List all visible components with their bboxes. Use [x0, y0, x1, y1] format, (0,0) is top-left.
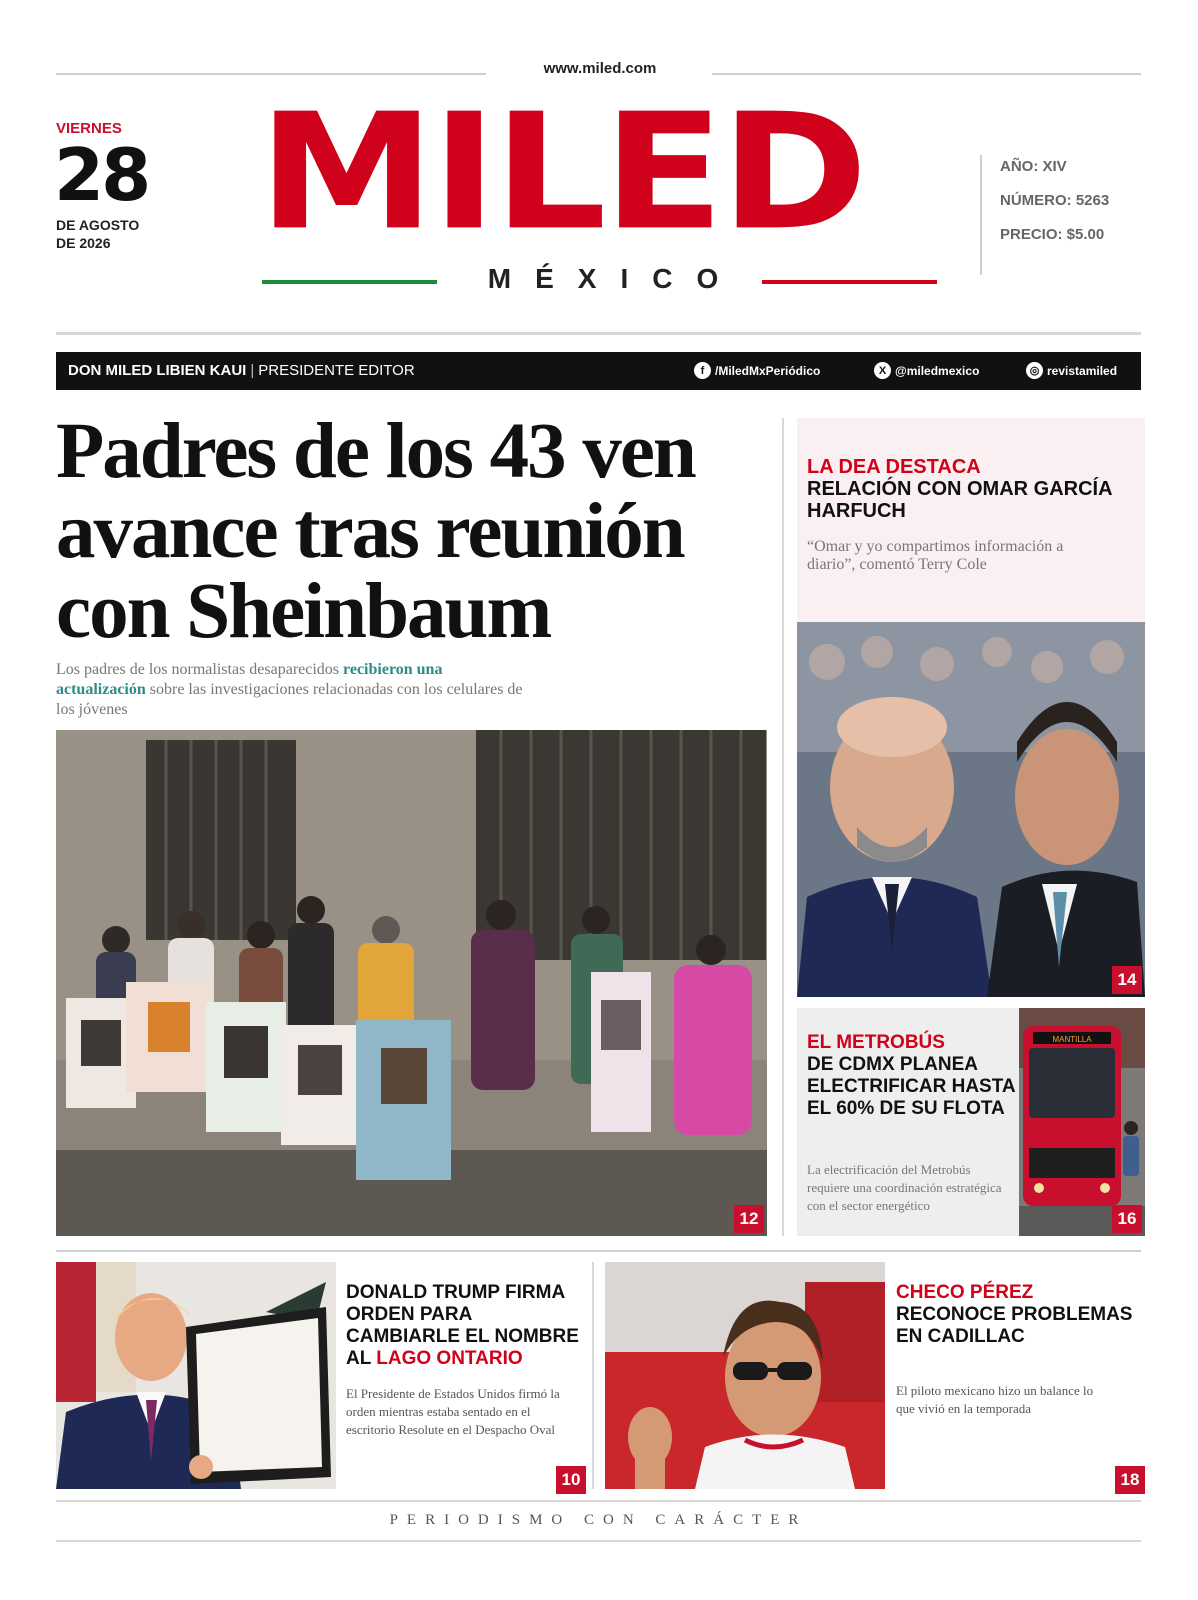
facebook-icon: f — [694, 362, 711, 379]
footer-motto: PERIODISMO CON CARÁCTER — [389, 1512, 808, 1528]
social-x-label: @miledmexico — [895, 363, 980, 378]
top-rule-left — [56, 73, 486, 75]
checo-story-body: El piloto mexicano hizo un balance lo que vivió en la temporada — [896, 1383, 1094, 1416]
social-instagram[interactable] — [1026, 362, 1117, 379]
checo-story-headline: RECONOCE PROBLEMAS EN CADILLAC — [896, 1304, 1133, 1347]
footer-rule-bottom — [56, 1540, 1141, 1542]
edition-number: NÚMERO: 5263 — [1000, 192, 1110, 209]
metrobus-photo[interactable] — [1019, 1008, 1145, 1236]
masthead-rule — [56, 332, 1141, 335]
social-facebook[interactable] — [694, 362, 820, 379]
dea-story-body: “Omar y yo compartimos información a diario”, comentó Terry Cole — [807, 538, 1064, 573]
logo-subtitle: MÉXICO — [487, 263, 743, 294]
dea-story-kicker: LA DEA DESTACA — [807, 456, 981, 478]
top-rule-right — [712, 73, 1141, 75]
trump-story-body: El Presidente de Estados Unidos firmó la orden mientras estaba sentado en el escritorio Resolute en el Despacho Oval — [346, 1386, 560, 1437]
edition-year: AÑO: XIV — [1000, 158, 1067, 175]
trump-headline-text: DONALD TRUMP FIRMA ORDEN PARA CAMBIARLE EL NOMBRE AL — [346, 1282, 579, 1369]
checo-story-heading[interactable] — [896, 1282, 1136, 1348]
trump-story-headline[interactable] — [346, 1282, 586, 1370]
trump-story-photo[interactable] — [56, 1262, 336, 1489]
flag-stripe-red — [762, 280, 937, 284]
date-month: DE AGOSTO — [56, 217, 140, 233]
editor-credit: DON MILED LIBIEN KAUI | PRESIDENTE EDITOR — [68, 362, 415, 379]
bottom-column-divider — [592, 1262, 594, 1489]
metrobus-story-headline: DE CDMX PLANEA ELECTRIFICAR HASTA EL 60% DE SU FLOTA — [807, 1054, 1015, 1119]
subhead-text-2: sobre las investigaciones relacionadas con los celulares de los jóvenes — [56, 681, 523, 718]
metrobus-story-box[interactable] — [797, 1008, 1019, 1236]
main-story-page-badge[interactable]: 12 — [734, 1205, 764, 1233]
main-subhead — [56, 660, 536, 720]
checo-story-kicker: CHECO PÉREZ — [896, 1282, 1034, 1303]
checo-photo-illustration — [605, 1262, 885, 1489]
trump-photo-illustration — [56, 1262, 336, 1489]
dea-story-headline: RELACIÓN CON OMAR GARCÍA HARFUCH — [807, 478, 1112, 522]
metrobus-story-kicker: EL METROBÚS — [807, 1032, 945, 1053]
lower-rule — [56, 1250, 1141, 1252]
editor-band — [56, 352, 1141, 390]
checo-story-page-badge[interactable]: 18 — [1115, 1466, 1145, 1494]
social-x[interactable] — [874, 362, 979, 379]
column-divider — [782, 418, 784, 1236]
metrobus-photo-illustration — [1019, 1008, 1145, 1236]
dea-story-box[interactable] — [797, 418, 1145, 622]
main-story-photo[interactable] — [56, 730, 767, 1236]
editor-role: PRESIDENTE EDITOR — [258, 362, 415, 379]
edition-price: PRECIO: $5.00 — [1000, 226, 1105, 243]
meta-divider — [980, 155, 982, 275]
editor-name: DON MILED LIBIEN KAUI — [68, 362, 247, 379]
bus-route-sign: MANTILLA — [1052, 1035, 1092, 1044]
checo-story-photo[interactable] — [605, 1262, 885, 1489]
newspaper-logo[interactable]: MILED — [258, 78, 865, 266]
trump-story-page-badge[interactable]: 10 — [556, 1466, 586, 1494]
flag-stripe-green — [262, 280, 437, 284]
date-day: 28 — [54, 133, 149, 217]
x-icon: X — [874, 362, 891, 379]
social-facebook-label: /MiledMxPeriódico — [715, 363, 821, 378]
social-instagram-label: revistamiled — [1047, 363, 1118, 378]
date-month-year — [56, 216, 176, 252]
metrobus-story-body: La electrificación del Metrobús requiere una coordinación estratégica con el sector energético — [807, 1162, 1002, 1213]
instagram-icon: ◎ — [1026, 362, 1043, 379]
date-year: DE 2026 — [56, 235, 111, 251]
subhead-highlight: recibieron una actualización — [56, 661, 443, 698]
footer-rule-top — [56, 1500, 1141, 1502]
trump-headline-highlight: LAGO ONTARIO — [376, 1348, 523, 1369]
main-headline[interactable]: Padres de los 43 ven avance tras reunión con Sheinbaum — [56, 408, 695, 655]
date-day-of-week: VIERNES — [56, 120, 122, 137]
two-men-photo-illustration — [797, 622, 1145, 997]
dea-story-photo[interactable] — [797, 622, 1145, 997]
protest-photo-illustration — [56, 730, 767, 1236]
subhead-text-1: Los padres de los normalistas desaparecidos — [56, 661, 344, 678]
metrobus-story-page-badge[interactable]: 16 — [1112, 1205, 1142, 1233]
dea-story-page-badge[interactable]: 14 — [1112, 966, 1142, 994]
site-url[interactable]: www.miled.com — [543, 60, 657, 77]
